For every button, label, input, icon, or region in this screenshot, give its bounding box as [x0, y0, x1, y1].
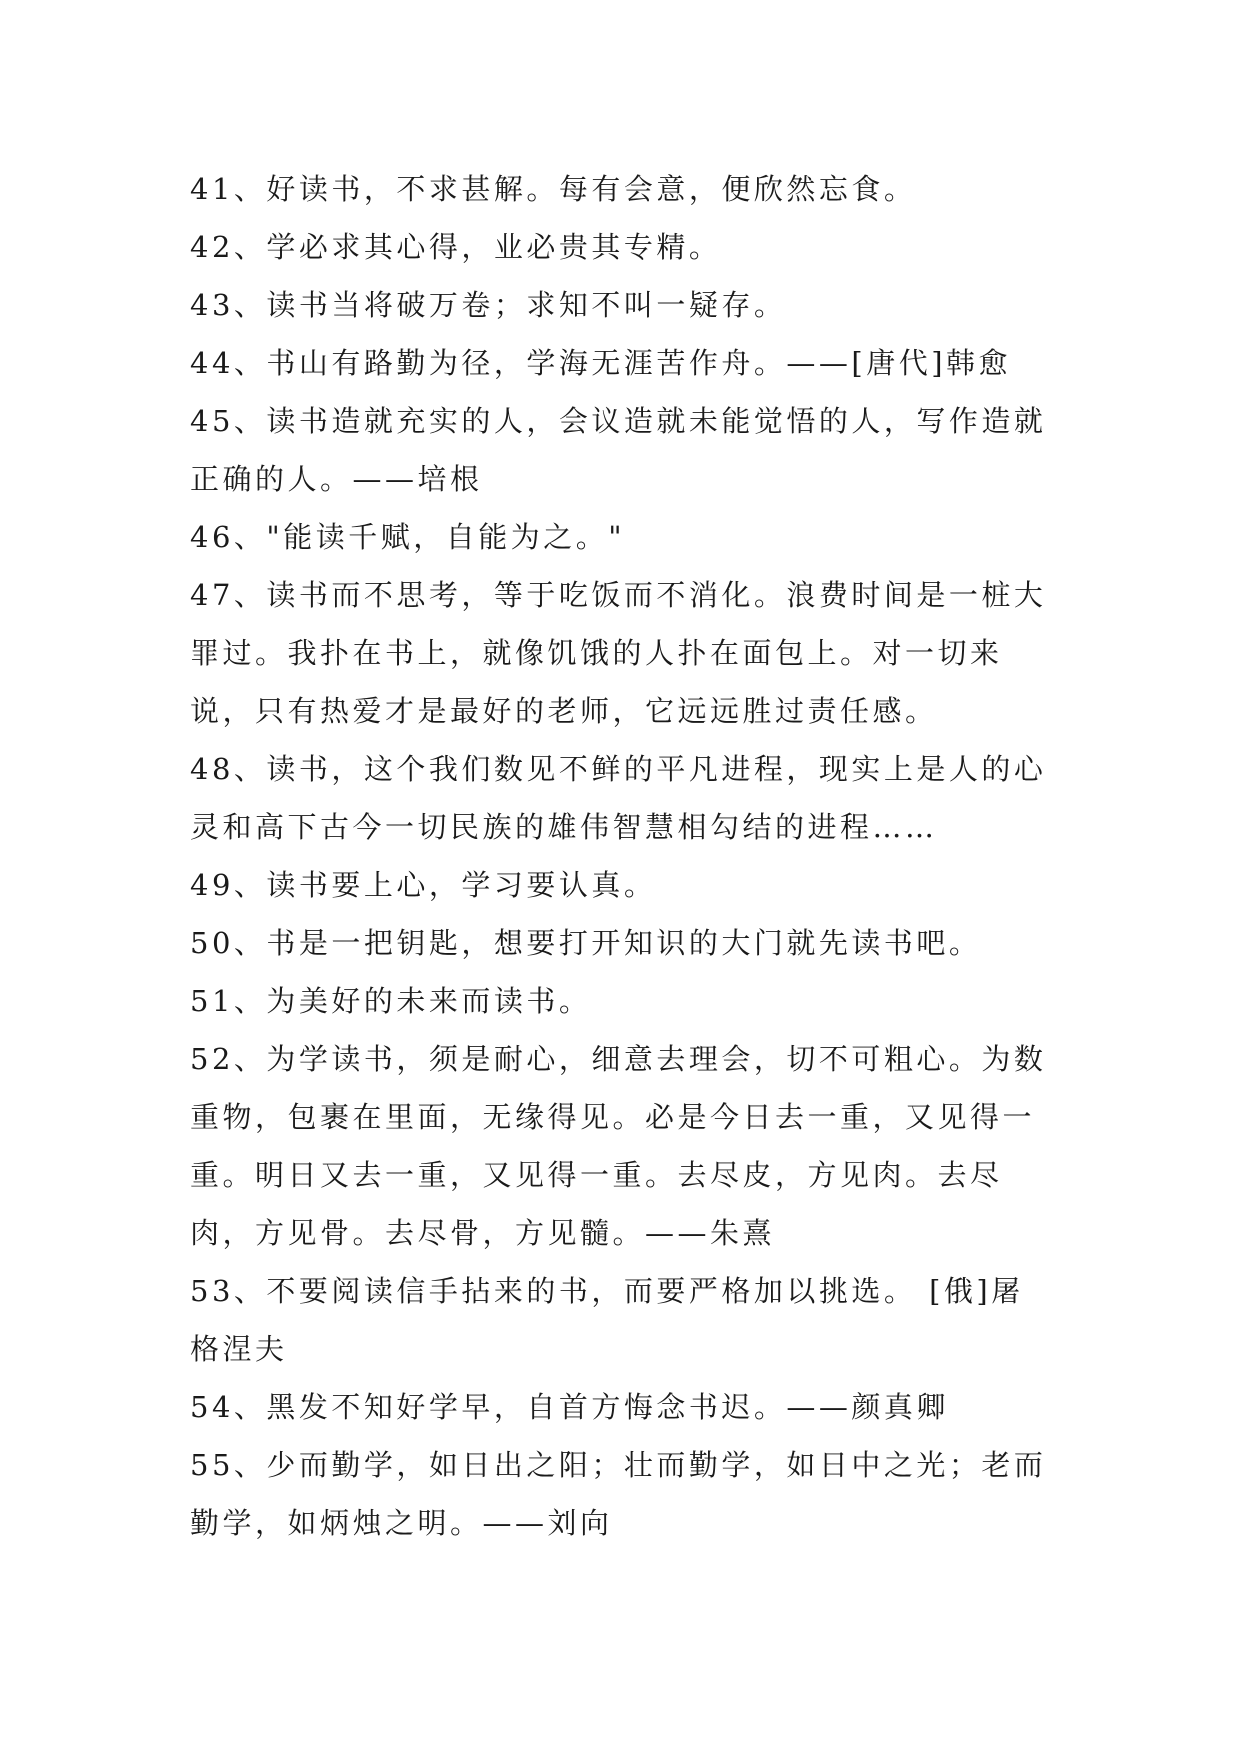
quote-52: 52、为学读书，须是耐心，细意去理会，切不可粗心。为数重物，包裹在里面，无缘得见。必是今日去一重，又见得一重。明日又去一重，又见得一重。去尽皮，方见肉。去尽肉，方见骨。去尽骨，方见髓。——朱熹: [190, 1042, 1047, 1250]
quote-50: 50、书是一把钥匙，想要打开知识的大门就先读书吧。: [190, 926, 982, 960]
quote-list: [190, 160, 1054, 1552]
quote-41: 41、好读书，不求甚解。每有会意，便欣然忘食。: [190, 172, 917, 206]
quote-42: 42、学必求其心得，业必贵其专精。: [190, 230, 722, 264]
quote-55: 55、少而勤学，如日出之阳；壮而勤学，如日中之光；老而勤学，如炳烛之明。——刘向: [190, 1448, 1047, 1540]
quote-53: 53、不要阅读信手拈来的书，而要严格加以挑选。 [俄]屠格涅夫: [190, 1274, 1024, 1366]
quote-43: 43、读书当将破万卷；求知不叫一疑存。: [190, 288, 787, 322]
quote-51: 51、为美好的未来而读书。: [190, 984, 592, 1018]
quote-49: 49、读书要上心，学习要认真。: [190, 868, 657, 902]
quote-54: 54、黑发不知好学早，自首方悔念书迟。——颜真卿: [190, 1390, 949, 1424]
quote-45: 45、读书造就充实的人，会议造就未能觉悟的人，写作造就正确的人。——培根: [190, 404, 1047, 496]
quote-47: 47、读书而不思考，等于吃饭而不消化。浪费时间是一桩大罪过。我扑在书上，就像饥饿的人扑在面包上。对一切来说，只有热爱才是最好的老师，它远远胜过责任感。: [190, 578, 1047, 728]
quote-48: 48、读书，这个我们数见不鲜的平凡进程，现实上是人的心灵和高下古今一切民族的雄伟智慧相勾结的进程……: [190, 752, 1047, 844]
quote-46: 46、"能读千赋，自能为之。": [190, 520, 626, 554]
quote-44: 44、书山有路勤为径，学海无涯苦作舟。——[唐代]韩愈: [190, 346, 1012, 380]
